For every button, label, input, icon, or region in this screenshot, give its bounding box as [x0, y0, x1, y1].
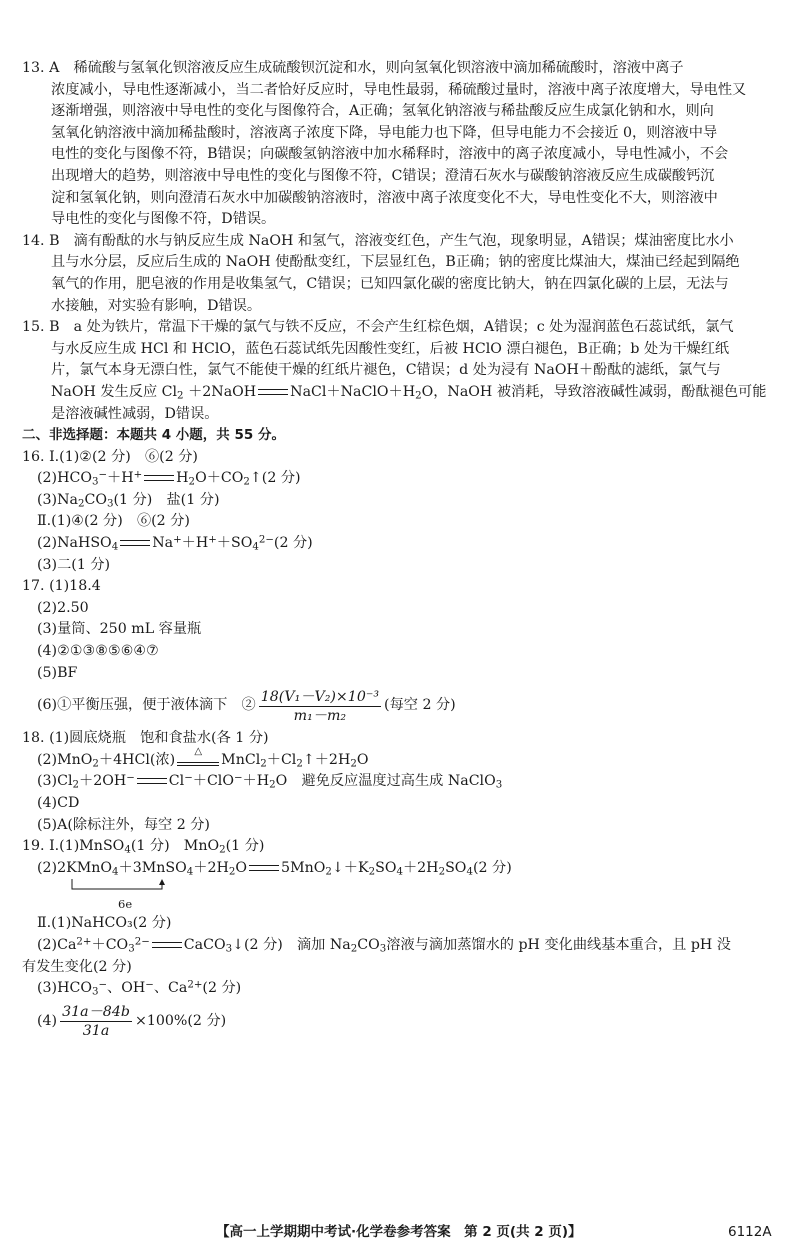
answer-19-line — [22, 836, 788, 858]
answer-18 — [22, 728, 788, 836]
subscript: 2 — [296, 758, 303, 770]
text-run: (2 分) — [472, 859, 512, 876]
electron-count-label: 6e — [118, 897, 133, 912]
text-run: (3)HCO — [37, 980, 92, 997]
answer-17-line: (3)量筒、250 mL 容量瓶 — [37, 621, 202, 638]
subscript: 4 — [124, 844, 131, 856]
answer-16-equation — [22, 533, 788, 555]
text-run: ＋2H — [402, 859, 439, 876]
text-run: ＋H — [242, 773, 270, 790]
superscript: 2+ — [187, 979, 203, 991]
superscript: 2+ — [76, 936, 92, 948]
answer-17-fraction-line — [22, 684, 788, 728]
answer-content — [22, 58, 788, 1044]
text-run: 、OH — [107, 980, 146, 997]
subscript: 2 — [243, 476, 250, 488]
answer-16-line — [22, 490, 788, 512]
electron-transfer-bridge — [22, 879, 788, 913]
equals-bar — [177, 762, 219, 766]
superscript: − — [145, 979, 154, 991]
superscript: 2− — [134, 936, 150, 948]
answer-17-line: (2)2.50 — [37, 599, 89, 616]
superscript: − — [98, 469, 108, 481]
answer-19-line: 有发生变化(2 分) — [22, 958, 132, 975]
text-run: (1 分) — [225, 838, 265, 855]
text-run: ＋H — [181, 535, 209, 552]
text-run: (每空 2 分) — [384, 697, 456, 714]
text-run: (2)2KMnO — [37, 859, 113, 876]
subscript: 3 — [495, 779, 503, 791]
superscript: + — [133, 469, 143, 481]
answer-14-line: 14. B 滴有酚酞的水与钠反应生成 NaOH 和氢气，溶液变红色，产生气泡，现象明显，A错误；煤油密度比水小 — [22, 232, 734, 249]
answer-13-line: 逐渐增强，则溶液中导电性的变化与图像符合，A正确；氢氧化钠溶液与稀盐酸反应生成氯化钠和水，则向 — [51, 103, 714, 120]
superscript: + — [208, 534, 217, 546]
subscript: 3 — [225, 943, 233, 955]
answer-14-line: 水接触，对实验有影响，D错误。 — [51, 297, 262, 314]
text-run: ＋2H — [193, 859, 229, 876]
subscript: 2 — [72, 779, 80, 791]
text-run: ＋3MnSO — [118, 859, 187, 876]
answer-19 — [22, 836, 788, 1044]
text-run: O 避免反应温度过高生成 NaClO — [275, 773, 496, 790]
subscript: 4 — [111, 541, 119, 553]
text-run: ＋Cl — [266, 751, 297, 768]
text-run: ＋ClO — [192, 773, 234, 790]
text-run: O＋CO — [195, 470, 244, 487]
text-run: SO — [375, 859, 397, 876]
equals-sign — [249, 865, 279, 871]
equals-sign — [258, 389, 288, 395]
superscript: − — [184, 772, 193, 784]
answer-15-line: 是溶液碱性减弱，D错误。 — [51, 405, 219, 422]
footer-code: 6112A — [728, 1224, 772, 1240]
answer-14-line: 且与水分层，反应后生成的 NaOH 使酚酞变红，下层显红色，B正确；钠的密度比煤油大，煤油已经起到隔绝 — [51, 254, 740, 271]
subscript: 2 — [325, 866, 332, 878]
answer-17-line: (4)②①③⑧⑤⑥④⑦ — [37, 643, 159, 660]
subscript: 2 — [368, 866, 376, 878]
text-run: ↑＋2H — [302, 751, 351, 768]
text-run: NaCl＋NaClO＋H — [290, 383, 416, 400]
fraction-numerator: 18(V₁－V₂)×10⁻³ — [260, 688, 380, 705]
answer-17-line: (5)BF — [37, 664, 78, 681]
text-run: H — [176, 470, 189, 487]
answer-13-line: 13. A 稀硫酸与氢氧化钡溶液反应生成硫酸钡沉淀和水，则向氢氧化钡溶液中滴加稀硫酸时，溶液中离子 — [22, 60, 684, 76]
answer-13-line: 电性的变化与图像不符，B错误；向碳酸氢钠溶液中加水稀释时，溶液中的离子浓度减小，导电性减小，不会 — [51, 146, 729, 163]
subscript: 2 — [438, 866, 446, 878]
text-run: 19. Ⅰ.(1)MnSO — [22, 838, 125, 855]
answer-13-line: 出现增大的趋势，则溶液中导电性的变化与图像不符，C错误；澄清石灰水与碳酸钠溶液反应生成碳酸钙沉 — [51, 167, 715, 184]
text-run: (2)NaHSO — [37, 535, 112, 552]
answer-17-line: 17. (1)18.4 — [22, 578, 101, 595]
answer-18-line: (5)A(除标注外，每空 2 分) — [37, 816, 210, 833]
fraction-denominator: 31a — [82, 1023, 110, 1040]
subscript: 3 — [379, 943, 387, 955]
answer-13-line: 浓度减小，导电性逐渐减小，当二者恰好反应时，导电性最弱，稀硫酸过量时，溶液中离子浓度增大，导电性又 — [51, 81, 747, 98]
subscript: 4 — [466, 866, 473, 878]
text-run: CO — [84, 491, 107, 508]
answer-19-line — [22, 978, 788, 1000]
answer-16 — [22, 447, 788, 577]
heat-triangle: △ — [194, 745, 203, 757]
subscript: 2 — [188, 476, 196, 488]
subscript: 2 — [350, 758, 357, 770]
subscript: 4 — [396, 866, 403, 878]
text-run: ↓(2 分) 滴加 Na — [232, 936, 351, 953]
text-run: ＋2NaOH — [183, 383, 257, 400]
text-run: SO — [445, 859, 467, 876]
superscript: − — [233, 772, 243, 784]
subscript: 2 — [415, 390, 422, 402]
answer-13 — [22, 58, 788, 231]
answer-16-equation — [22, 468, 788, 490]
subscript: 2 — [269, 779, 276, 791]
subscript: 2 — [260, 758, 267, 770]
text-run: ＋4HCl(浓) — [98, 751, 176, 768]
text-run: ＋H — [107, 470, 134, 487]
heating-condition-sign — [177, 745, 219, 768]
text-run: (2 分) — [202, 980, 242, 997]
equals-sign — [144, 475, 174, 481]
fraction-denominator: m₁－m₂ — [293, 707, 347, 724]
answer-18-equation — [22, 771, 788, 793]
answer-18-equation — [22, 745, 788, 772]
text-run: (2)Ca — [37, 936, 77, 953]
answer-14 — [22, 231, 788, 317]
subscript: 3 — [107, 498, 114, 510]
text-run: O，NaOH 被消耗，导致溶液碱性减弱，酚酞褪色可能 — [421, 383, 767, 400]
fraction — [60, 1003, 132, 1040]
answer-15 — [22, 317, 788, 425]
subscript: 2 — [92, 758, 99, 770]
answer-17 — [22, 576, 788, 728]
superscript: − — [98, 979, 108, 991]
subscript: 3 — [91, 476, 99, 488]
answer-15-equation-line — [22, 382, 788, 404]
equals-sign — [152, 942, 182, 948]
text-run: (1 分) 盐(1 分) — [113, 491, 220, 508]
text-run: (2 分) — [273, 535, 313, 552]
subscript: 2 — [228, 866, 236, 878]
text-run: O — [235, 859, 248, 876]
answer-19-equation — [22, 858, 788, 880]
superscript: + — [173, 534, 182, 546]
subscript: 3 — [128, 943, 135, 955]
text-run: (3)Na — [37, 491, 78, 508]
answer-16-line: (3)二(1 分) — [37, 556, 111, 573]
answer-13-line: 淀和氢氧化钠，则向澄清石灰水中加碳酸钠溶液时，溶液中离子浓度变化不大，导电性变化不大，则溶液中 — [51, 189, 718, 206]
subscript: 2 — [219, 844, 226, 856]
answer-18-line: 18. (1)圆底烧瓶 饱和食盐水(各 1 分) — [22, 730, 269, 747]
subscript: 4 — [112, 866, 119, 878]
subscript: 4 — [186, 866, 194, 878]
text-run: ×100%(2 分) — [134, 1012, 227, 1029]
fraction-numerator: 31a－84b — [62, 1004, 130, 1021]
text-run: 5MnO — [281, 859, 326, 876]
text-run: O — [356, 751, 369, 768]
equals-sign — [120, 540, 150, 546]
text-run: ＋2OH — [79, 773, 127, 790]
answer-19-fraction-line — [22, 1000, 788, 1044]
text-run: MnCl — [221, 751, 261, 768]
fraction — [259, 688, 381, 725]
section-heading: 二、非选择题：本题共 4 小题，共 55 分。 — [22, 427, 285, 444]
subscript: 2 — [350, 943, 358, 955]
text-run: 、Ca — [153, 980, 188, 997]
answer-16-line: Ⅱ.(1)④(2 分) ⑥(2 分) — [37, 513, 190, 530]
text-run: ＋CO — [91, 936, 129, 953]
subscript: 4 — [252, 541, 259, 553]
text-run: ↑(2 分) — [249, 470, 301, 487]
text-run: (6)①平衡压强，便于液体滴下 ② — [37, 697, 256, 714]
text-run: (3)Cl — [37, 773, 73, 790]
subscript: 3 — [91, 986, 99, 998]
text-run: (1 分) MnO — [130, 838, 220, 855]
text-run: 溶液与滴加蒸馏水的 pH 变化曲线基本重合，且 pH 没 — [386, 936, 731, 953]
answer-19-equation — [22, 935, 788, 957]
superscript: 2− — [258, 534, 274, 546]
answer-14-line: 氧气的作用，肥皂液的作用是收集氢气，C错误；已知四氯化碳的密度比钠大，钠在四氯化碳的上层，无法与 — [51, 275, 729, 292]
equals-sign — [137, 778, 167, 784]
text-run: CaCO — [183, 936, 226, 953]
answer-15-line: 片，氯气本身无漂白性，氯气不能使干燥的红纸片褪色，C错误；d 处为浸有 NaOH＋酚酞的滤纸，氯气与 — [51, 362, 721, 379]
superscript: − — [126, 772, 135, 784]
subscript: 2 — [77, 498, 85, 510]
answer-13-line: 导电性的变化与图像不符，D错误。 — [51, 211, 276, 228]
text-run: (2)MnO — [37, 751, 93, 768]
text-run: (2)HCO — [37, 470, 92, 487]
page-footer — [0, 1222, 800, 1246]
answer-13-line: 氢氧化钠溶液中滴加稀盐酸时，溶液离子浓度下降，导电能力也下降，但导电能力不会接近 0，则溶液中导 — [51, 124, 718, 141]
answer-18-line: (4)CD — [37, 795, 80, 811]
answer-19-line: Ⅱ.(1)NaHCO₃(2 分) — [37, 915, 172, 932]
text-run: ↓＋K — [331, 859, 369, 876]
footer-title: 【高一上学期期中考试·化学卷参考答案 第 2 页(共 2 页)】 — [216, 1224, 582, 1240]
text-run: ＋SO — [216, 535, 253, 552]
text-run: (4) — [37, 1012, 58, 1029]
text-run: Na — [152, 535, 174, 552]
text-run: NaOH 发生反应 Cl — [51, 383, 178, 400]
subscript: 2 — [177, 390, 184, 402]
answer-15-line: 与水反应生成 HCl 和 HClO，蓝色石蕊试纸先因酸性变红，后被 HClO 漂白褪色，B正确；b 处为干燥红纸 — [51, 340, 730, 357]
text-run: CO — [357, 936, 380, 953]
answer-16-line: 16. Ⅰ.(1)②(2 分) ⑥(2 分) — [22, 448, 198, 465]
answer-15-line: 15. B a 处为铁片，常温下干燥的氯气与铁不反应，不会产生红棕色烟，A错误；c 处为湿润蓝色石蕊试纸，氯气 — [22, 319, 734, 336]
text-run: Cl — [168, 773, 185, 790]
